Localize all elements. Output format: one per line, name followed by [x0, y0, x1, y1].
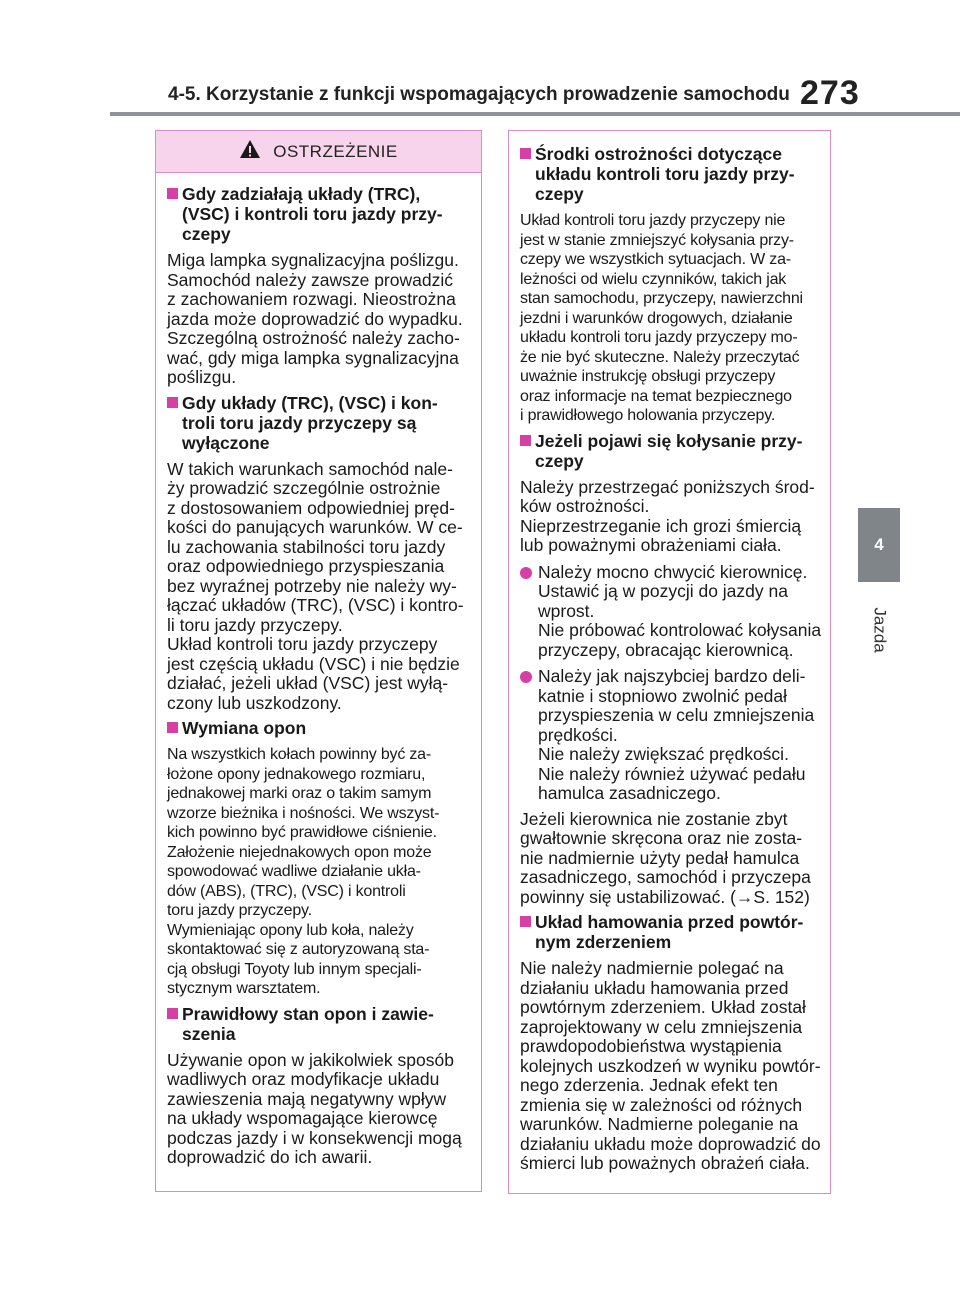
text-line: prędkości. — [538, 724, 618, 745]
paragraph — [167, 745, 471, 999]
text-line: wprost. — [538, 600, 595, 621]
square-bullet-icon — [520, 916, 531, 927]
text-line: Ustawić ją w pozycji do jazdy na — [538, 581, 788, 601]
text-line: nym zderzeniem — [535, 932, 672, 952]
text-line: czepy — [182, 224, 231, 244]
section-heading — [520, 912, 820, 952]
square-bullet-icon — [167, 397, 178, 408]
text-line: W takich warunkach samochód nale- — [167, 458, 453, 479]
section-heading — [167, 718, 471, 738]
text-line: nego zderzenia. Jednak efekt ten — [520, 1075, 778, 1095]
text-line: Jeżeli kierownica nie zostanie zbyt — [520, 808, 788, 829]
paragraph — [167, 1051, 471, 1168]
text-line: układu kontroli toru jazdy przyczepy mo- — [520, 329, 798, 346]
warning-content-right — [509, 131, 830, 1174]
text-line: ków ostrożności. — [520, 496, 650, 516]
section-heading — [520, 144, 820, 204]
text-line: li toru jazdy przyczepy. — [167, 614, 343, 635]
header-rule — [110, 112, 960, 116]
text-line: Należy mocno chwycić kierownicę. — [538, 561, 808, 582]
text-line: zmienia się w zależności od różnych — [520, 1094, 803, 1115]
text-line: ży prowadzić szczególnie ostrożnie — [167, 478, 441, 498]
square-bullet-icon — [167, 1008, 178, 1019]
text-line: działaniu układu może doprowadzić do — [520, 1133, 821, 1154]
text-line: i prawidłowego holowania przyczepy. — [520, 407, 776, 424]
text-line: Układ hamowania przed powtór- — [535, 912, 804, 932]
text-line: kolejnych uszkodzeń w wyniku powtór- — [520, 1055, 821, 1076]
square-bullet-icon — [167, 722, 178, 733]
text-line: Nie należy również używać pedału — [538, 763, 806, 784]
square-bullet-icon — [520, 148, 531, 159]
text-line: lu zachowania stabilności toru jazdy — [167, 536, 446, 557]
text-line: Układ kontroli toru jazdy przyczepy nie — [520, 212, 786, 229]
text-line: powtórnym zderzeniem. Układ został — [520, 997, 806, 1017]
page-number: 273 — [800, 74, 860, 112]
paragraph — [520, 211, 820, 426]
text-line: gwałtownie skręcona oraz nie zosta- — [520, 828, 803, 848]
text-line: cją obsługi Toyoty lub innym specjali- — [167, 960, 422, 978]
text-line: Wymiana opon — [182, 718, 307, 738]
chapter-tab: 4 — [858, 508, 900, 582]
text-line: działaniu układu hamowania przed — [520, 977, 789, 998]
text-line: Należy jak najszybciej bardzo deli- — [538, 666, 806, 686]
text-line: jazda może doprowadzić do wypadku. — [167, 308, 463, 329]
text-line: lub poważnymi obrażeniami ciała. — [520, 535, 782, 555]
text-line: leżności od wielu czynników, takich jak — [520, 270, 787, 288]
text-line: stycznym warsztatem. — [167, 980, 321, 997]
text-line: łączać układów (TRC), (VSC) i kontro- — [167, 595, 464, 615]
text-line: Układ kontroli toru jazdy przyczepy — [167, 634, 438, 654]
paragraph — [520, 959, 820, 1174]
text-line: że nie być skuteczne. Należy przeczytać — [520, 348, 800, 366]
text-line: troli toru jazdy przyczepy są — [182, 412, 417, 433]
text-line: Szczególną ostrożność należy zacho- — [167, 328, 460, 348]
text-line: działać, jeżeli układ (VSC) jest wyłą- — [167, 673, 449, 693]
text-line: oraz informacje na temat bezpiecznego — [520, 387, 792, 405]
text-line: jest częścią układu (VSC) i nie będzie — [167, 653, 460, 674]
text-line: poślizgu. — [167, 367, 237, 387]
section-heading — [167, 393, 471, 453]
circle-bullet-icon — [520, 671, 532, 683]
warning-title: OSTRZEŻENIE — [273, 141, 398, 161]
text-line: z zachowaniem rozwagi. Nieostrożna — [167, 289, 456, 309]
text-line: jezdni i warunków drogowych, działanie — [520, 309, 793, 327]
text-line: prawdopodobieństwa wystąpienia — [520, 1036, 782, 1056]
text-line: zasadniczego, samochód i przyczepa — [520, 867, 811, 887]
text-line: katnie i stopniowo zwolnić pedał — [538, 685, 788, 706]
text-line: zaprojektowany w celu zmniejszenia — [520, 1016, 803, 1037]
text-line: układu kontroli toru jazdy przy- — [535, 164, 795, 184]
text-line: Wymieniając opony lub koła, należy — [167, 921, 414, 939]
text-line: (VSC) i kontroli toru jazdy przy- — [182, 204, 443, 224]
chapter-label-text: Jazda — [871, 607, 890, 653]
text-line: przyspieszenia w celu zmniejszenia — [538, 705, 815, 725]
bullet-item — [520, 563, 820, 661]
text-line: Prawidłowy stan opon i zawie- — [182, 1003, 434, 1024]
text-line: śmierci lub poważnych obrażeń ciała. — [520, 1153, 810, 1173]
text-line: uważnie instrukcję obsługi przyczepy — [520, 368, 776, 385]
square-bullet-icon — [520, 435, 531, 446]
text-line: wadliwych oraz modyfikacje układu — [167, 1069, 440, 1089]
text-line: dów (ABS), (TRC), (VSC) i kontroli — [167, 882, 406, 900]
square-bullet-icon — [167, 188, 178, 199]
text-line: podczas jazdy i w konsekwencji mogą — [167, 1127, 462, 1148]
text-line: powinny się ustabilizować. (→S. 152) — [520, 886, 810, 907]
text-line: bez wyraźnej potrzeby nie należy wy- — [167, 575, 457, 596]
paragraph — [167, 460, 471, 714]
text-line: czepy we wszystkich sytuacjach. W za- — [520, 251, 791, 268]
text-line: czepy — [535, 184, 584, 204]
text-line: hamulca zasadniczego. — [538, 783, 721, 803]
section-heading — [167, 184, 471, 244]
text-line: czony lub uszkodzony. — [167, 692, 342, 713]
text-line: skontaktować się z autoryzowaną sta- — [167, 941, 430, 958]
text-line: Jeżeli pojawi się kołysanie przy- — [535, 430, 803, 451]
text-line: spowodować wadliwe działanie ukła- — [167, 863, 421, 880]
warning-header — [156, 131, 481, 173]
paragraph — [520, 478, 820, 556]
bullet-item — [520, 667, 820, 804]
text-line: zawieszenia mają negatywny wpływ — [167, 1088, 447, 1109]
text-line: Gdy układy (TRC), (VSC) i kon- — [182, 392, 438, 413]
text-line: Nie należy zwiększać prędkości. — [538, 744, 789, 764]
section-heading — [167, 1004, 471, 1044]
text-line: jest w stanie zmniejszyć kołysania przy- — [520, 231, 794, 249]
text-line: na układy wspomagające kierowcę — [167, 1108, 438, 1128]
running-header-title: 4-5. Korzystanie z funkcji wspomagających prowadzenie samochodu — [168, 84, 790, 105]
text-line: kości do panujących warunków. W ce- — [167, 517, 463, 537]
text-line: jednakowej marki oraz o takim samym — [167, 785, 432, 802]
text-line: warunków. Nadmierne poleganie na — [520, 1114, 799, 1134]
text-line: Należy przestrzegać poniższych środ- — [520, 476, 815, 497]
text-line: czepy — [535, 450, 584, 471]
text-line: Nie należy nadmiernie polegać na — [520, 958, 784, 978]
section-heading — [520, 431, 820, 471]
text-line: nie nadmiernie użyty pedał hamulca — [520, 847, 800, 868]
text-line: łożone opony jednakowego rozmiaru, — [167, 765, 426, 783]
text-line: przyczepy, obracając kierownicą. — [538, 639, 794, 660]
text-line: Gdy zadziałają układy (TRC), — [182, 184, 421, 204]
text-line: Samochód należy zawsze prowadzić — [167, 269, 453, 290]
warning-box — [155, 130, 482, 1192]
text-line: wzorze bieżnika i nośności. We wszyst- — [167, 804, 440, 822]
text-line: Środki ostrożności dotyczące — [535, 144, 783, 164]
chapter-label — [860, 590, 900, 670]
text-line: stan samochodu, przyczepy, nawierzchni — [520, 290, 803, 307]
paragraph — [520, 810, 820, 908]
warning-content-left — [156, 173, 481, 1168]
text-line: Nie próbować kontrolować kołysania — [538, 620, 822, 640]
warning-triangle-icon — [239, 139, 261, 164]
text-line: wyłączone — [182, 432, 270, 453]
text-line: wać, gdy miga lampka sygnalizacyjna — [167, 347, 459, 368]
text-line: Nieprzestrzeganie ich grozi śmiercią — [520, 515, 802, 536]
text-line: toru jazdy przyczepy. — [167, 902, 312, 919]
warning-box-continued — [508, 130, 831, 1194]
text-line: Założenie niejednakowych opon może — [167, 843, 432, 861]
text-line: Używanie opon w jakikolwiek sposób — [167, 1049, 454, 1070]
circle-bullet-icon — [520, 567, 532, 579]
text-line: szenia — [182, 1023, 236, 1044]
text-line: z dostosowaniem odpowiedniej pręd- — [167, 497, 455, 518]
paragraph — [167, 251, 471, 388]
text-line: doprowadzić do ich awarii. — [167, 1147, 373, 1167]
text-line: Miga lampka sygnalizacyjna poślizgu. — [167, 250, 459, 270]
text-line: Na wszystkich kołach powinny być za- — [167, 746, 432, 763]
text-line: oraz odpowiedniego przyspieszania — [167, 556, 445, 576]
text-line: kich powinno być prawidłowe ciśnienie. — [167, 824, 437, 841]
